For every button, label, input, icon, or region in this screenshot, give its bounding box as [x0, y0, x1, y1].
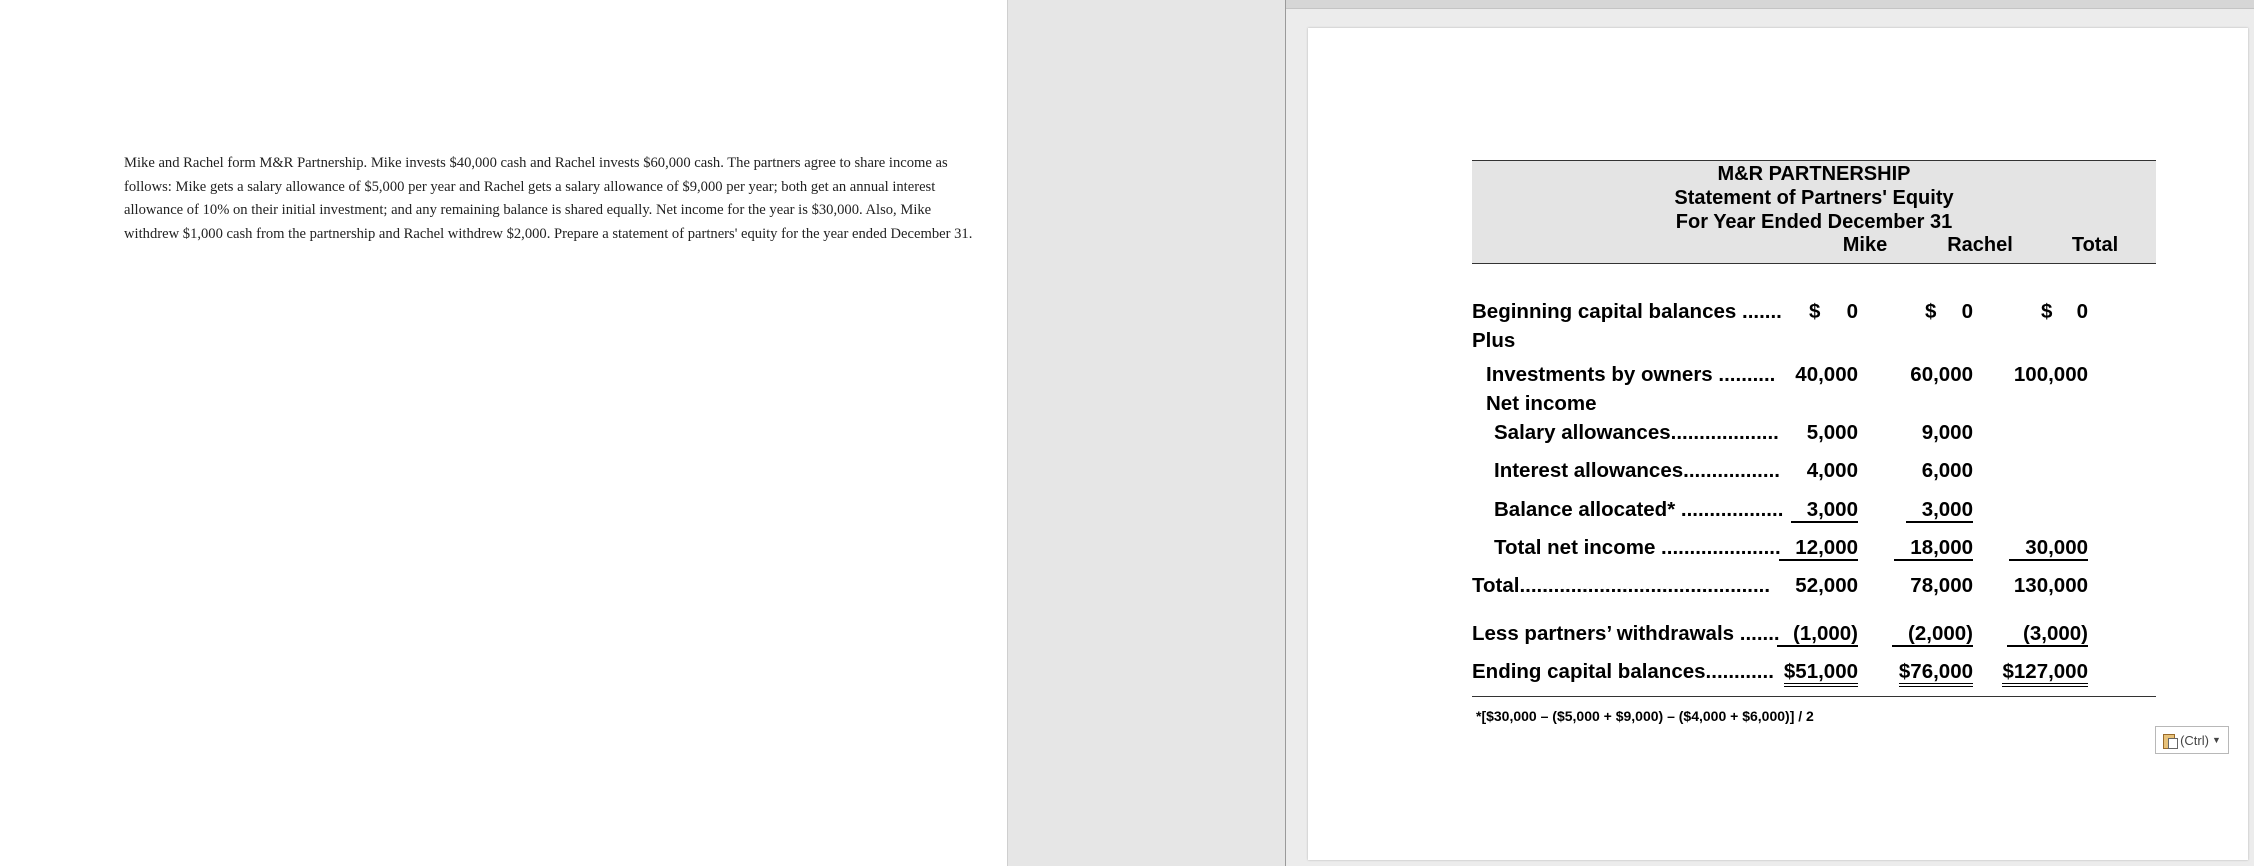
cell-value: $127,000	[2002, 660, 2088, 687]
cell-value: 12,000	[1779, 536, 1858, 561]
cell-value: 3,000	[1906, 498, 1973, 523]
cell-mike	[1770, 536, 1858, 560]
cell-total: 130,000	[2013, 574, 2088, 597]
row-salary-allowances	[1472, 421, 2156, 455]
problem-paragraph: Mike and Rachel form M&R Partnership. Mike invests $40,000 cash and Rachel invests $60,000 cash. The partners agree to share income as follows: Mike gets a salary allowance of $5,000 per year and Rachel gets a salary allowance of $9,000 per year; both get an annual interest allowance of 10% on their initial investment; and any remaining balance is shared equally. Net income for the year is $30,000. Also, Mike withdrew $1,000 cash from the partnership and Rachel withdrew $2,000. Prepare a statement of partners' equity for the year ended December 31.	[124, 155, 973, 242]
cell-value: $76,000	[1899, 660, 1973, 687]
leader-dots: .......	[1736, 300, 1782, 323]
column-header-mike: Mike	[1842, 234, 1888, 256]
cell-rachel	[1885, 536, 1973, 560]
pane-top-strip	[1286, 0, 2254, 9]
leader-dots: ............................................	[1519, 574, 1771, 597]
paste-options-label: (Ctrl)	[2180, 732, 2209, 748]
dollar-sign: $	[1809, 300, 1821, 323]
row-plus	[1472, 329, 2156, 363]
cell-rachel	[1885, 660, 1973, 684]
cell-mike: 40,000	[1795, 363, 1858, 386]
row-label: Less partners’ withdrawals	[1472, 622, 1735, 645]
row-withdrawals	[1472, 622, 2156, 656]
cell-total: 100,000	[2013, 363, 2088, 386]
statement-bottom-rule	[1472, 696, 2156, 697]
leader-dots: ............	[1705, 660, 1774, 683]
cell-total	[2000, 536, 2088, 560]
slide-pane	[1285, 0, 2254, 866]
cell-total: 0	[2076, 300, 2088, 323]
leader-dots: .................	[1683, 459, 1780, 482]
cell-rachel: 9,000	[1921, 421, 1973, 444]
row-label: Salary allowances	[1494, 421, 1671, 444]
row-label: Investments by owners	[1486, 363, 1713, 386]
cell-mike	[1770, 622, 1858, 646]
column-header-total: Total	[2071, 234, 2119, 256]
statement-company: M&R PARTNERSHIP	[1717, 163, 1911, 185]
cell-value: 30,000	[2009, 536, 2088, 561]
row-label: Beginning capital balances	[1472, 300, 1737, 323]
cell-value: (1,000)	[1777, 622, 1858, 647]
leader-dots: .......	[1734, 622, 1780, 645]
document-page	[0, 0, 1007, 866]
cell-rachel	[1885, 622, 1973, 646]
statement-header	[1472, 160, 2156, 264]
leader-dots: ..........	[1712, 363, 1776, 386]
statement-footnote: *[$30,000 – ($5,000 + $9,000) – ($4,000 + $6,000)] / 2	[1476, 708, 1814, 724]
cell-mike: 0	[1846, 300, 1858, 323]
row-label: Total	[1472, 574, 1520, 597]
cell-mike	[1770, 498, 1858, 522]
row-label: Interest allowances	[1494, 459, 1684, 482]
clipboard-icon	[2163, 732, 2177, 748]
row-label: Plus	[1472, 329, 1516, 352]
cell-mike	[1770, 660, 1858, 684]
equity-statement	[1472, 160, 2156, 724]
statement-title: Statement of Partners' Equity	[1674, 187, 1954, 209]
cell-mike: 52,000	[1795, 574, 1858, 597]
row-label: Ending capital balances	[1472, 660, 1706, 683]
cell-rachel: 0	[1961, 300, 1973, 323]
row-label: Balance allocated*	[1494, 498, 1676, 521]
cell-mike: 4,000	[1806, 459, 1858, 482]
chevron-down-icon: ▼	[2211, 735, 2221, 745]
column-header-rachel: Rachel	[1947, 234, 2013, 256]
cell-value: $51,000	[1784, 660, 1858, 687]
leader-dots: ..................	[1675, 498, 1784, 521]
row-ending-capital	[1472, 660, 2156, 694]
row-balance-allocated	[1472, 498, 2156, 532]
cell-rachel	[1885, 498, 1973, 522]
slide-canvas[interactable]	[1308, 28, 2248, 860]
statement-period: For Year Ended December 31	[1675, 211, 1953, 233]
row-label: Net income	[1486, 392, 1597, 415]
row-label: Total net income	[1494, 536, 1656, 559]
cell-mike: 5,000	[1806, 421, 1858, 444]
window-gutter	[1007, 0, 1286, 866]
cell-value: 18,000	[1894, 536, 1973, 561]
dollar-sign: $	[2041, 300, 2053, 323]
cell-value: (2,000)	[1892, 622, 1973, 647]
row-interest-allowances	[1472, 459, 2156, 493]
row-total-net-income	[1472, 536, 2156, 570]
cell-rachel: 60,000	[1910, 363, 1973, 386]
cell-value: 3,000	[1791, 498, 1858, 523]
cell-value: (3,000)	[2007, 622, 2088, 647]
dollar-sign: $	[1925, 300, 1937, 323]
cell-total	[2000, 660, 2088, 684]
cell-rachel: 6,000	[1921, 459, 1973, 482]
paste-options-button[interactable]	[2155, 726, 2229, 754]
leader-dots: .....................	[1655, 536, 1781, 559]
leader-dots: ...................	[1670, 421, 1779, 444]
cell-rachel: 78,000	[1910, 574, 1973, 597]
row-total	[1472, 574, 2156, 608]
cell-total	[2000, 622, 2088, 646]
